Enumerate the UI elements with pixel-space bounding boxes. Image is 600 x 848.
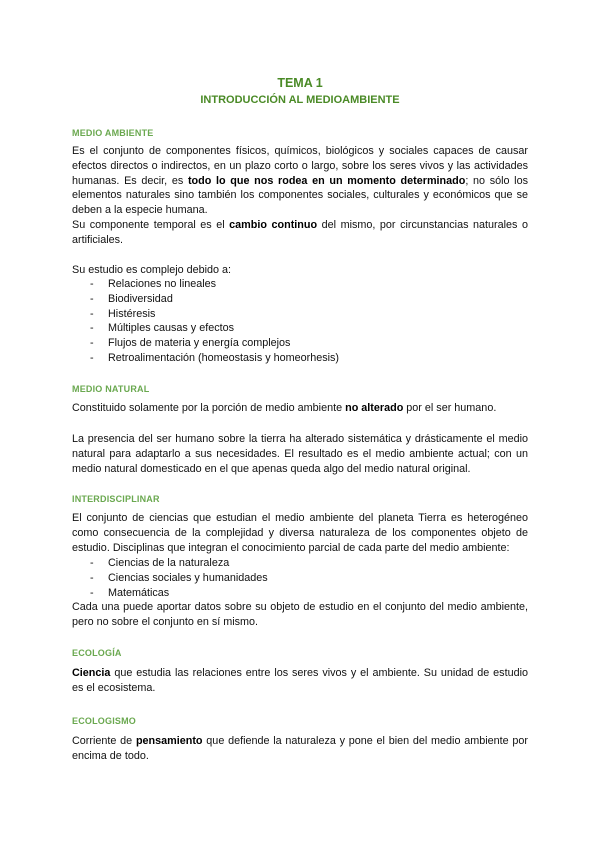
text-span: Corriente de (72, 735, 136, 747)
list-item: - Retroalimentación (homeostasis y homeorhesis) (90, 351, 340, 364)
list-item: - Múltiples causas y efectos (90, 322, 235, 335)
section-heading-medio-natural: MEDIO NATURAL (72, 384, 150, 394)
text-span: ; no sólo los elementos naturales sino también los componentes sociales, culturales y económicos que se deben a la especie humana. (72, 174, 528, 217)
list-item-text: Ciencias de la naturaleza (108, 557, 230, 569)
text-span: que defiende la naturaleza y pone el bien del medio ambiente por encima de todo. (72, 735, 528, 762)
section-heading-interdisciplinar: INTERDISCIPLINAR (72, 494, 160, 504)
medio-natural-paragraph-1 (72, 401, 528, 416)
list-item: - Flujos de materia y energía complejos (90, 337, 291, 350)
medio-ambiente-paragraph-2 (72, 218, 528, 248)
disciplines-list (72, 556, 268, 600)
list-item: - Histéresis (90, 307, 156, 320)
ecologia-paragraph (72, 666, 528, 696)
bold-text: Ciencia (72, 667, 111, 679)
list-item: - Relaciones no lineales (90, 278, 217, 290)
text-span: del mismo, por circunstancias naturales o artificiales. (72, 219, 528, 246)
list-item-text: Flujos de materia y energía complejos (108, 337, 291, 350)
bold-text: no alterado (345, 402, 404, 414)
list-item-text: Ciencias sociales y humanidades (108, 571, 268, 584)
list-item: - Ciencias de la naturaleza (90, 557, 230, 569)
text-span: que estudia las relaciones entre los seres vivos y el ambiente. Su unidad de estudio es el ecosistema. (72, 667, 528, 694)
list-item: - Biodiversidad (90, 292, 173, 305)
list-item-text: Biodiversidad (108, 292, 173, 305)
medio-ambiente-paragraph-1 (72, 144, 528, 218)
page-subtitle: INTRODUCCIÓN AL MEDIOAMBIENTE (200, 94, 400, 106)
medio-ambiente-paragraph-3: Su estudio es complejo debido a: (72, 264, 232, 276)
list-item: - Ciencias sociales y humanidades (90, 571, 268, 584)
complexity-list (72, 277, 339, 366)
list-item-text: Matemáticas (108, 586, 170, 599)
bold-text: cambio continuo (229, 219, 318, 231)
list-item-text: Histéresis (108, 307, 156, 320)
section-heading-medio-ambiente: MEDIO AMBIENTE (72, 128, 154, 138)
text-span: Su componente temporal es el (72, 219, 230, 231)
list-item-text: Relaciones no lineales (108, 278, 217, 290)
medio-natural-paragraph-2: La presencia del ser humano sobre la tierra ha alterado sistemática y drásticamente el medio natural para adaptarlo a sus necesidades. El resultado es el medio ambiente actual; con un medio natural domesticado en el que apenas queda algo del medio natural original. (72, 433, 528, 475)
text-span: por el ser humano. (403, 402, 497, 414)
bold-text: todo lo que nos rodea en un momento determinado (187, 174, 466, 187)
interdisciplinar-paragraph-2: Cada una puede aportar datos sobre su objeto de estudio en el conjunto del medio ambiente, pero no sobre el conjunto en sí mismo. (72, 601, 528, 628)
ecologismo-paragraph (72, 734, 528, 764)
text-span: Es el conjunto de componentes físicos, químicos, biológicos y sociales capaces de causar efectos directos o indirectos, en un plazo corto o largo, sobre los seres vivos y las actividades humanas. Es decir, es (72, 145, 528, 187)
list-item-text: Retroalimentación (homeostasis y homeorhesis) (108, 351, 340, 364)
list-item-text: Múltiples causas y efectos (108, 322, 235, 335)
section-heading-ecologia: ECOLOGÍA (72, 648, 122, 658)
page-title: TEMA 1 (277, 76, 323, 90)
section-heading-ecologismo: ECOLOGISMO (72, 716, 137, 726)
list-item: - Matemáticas (90, 586, 170, 599)
text-span: Constituido solamente por la porción de medio ambiente (72, 402, 346, 414)
interdisciplinar-paragraph-1: El conjunto de ciencias que estudian el medio ambiente del planeta Tierra es heterogéneo como consecuencia de la complejidad y diversa naturaleza de los componentes objeto de estudio. Disciplinas que integran el conocimiento parcial de cada parte del medio ambiente: (72, 512, 528, 554)
bold-text: pensamiento (135, 735, 203, 747)
